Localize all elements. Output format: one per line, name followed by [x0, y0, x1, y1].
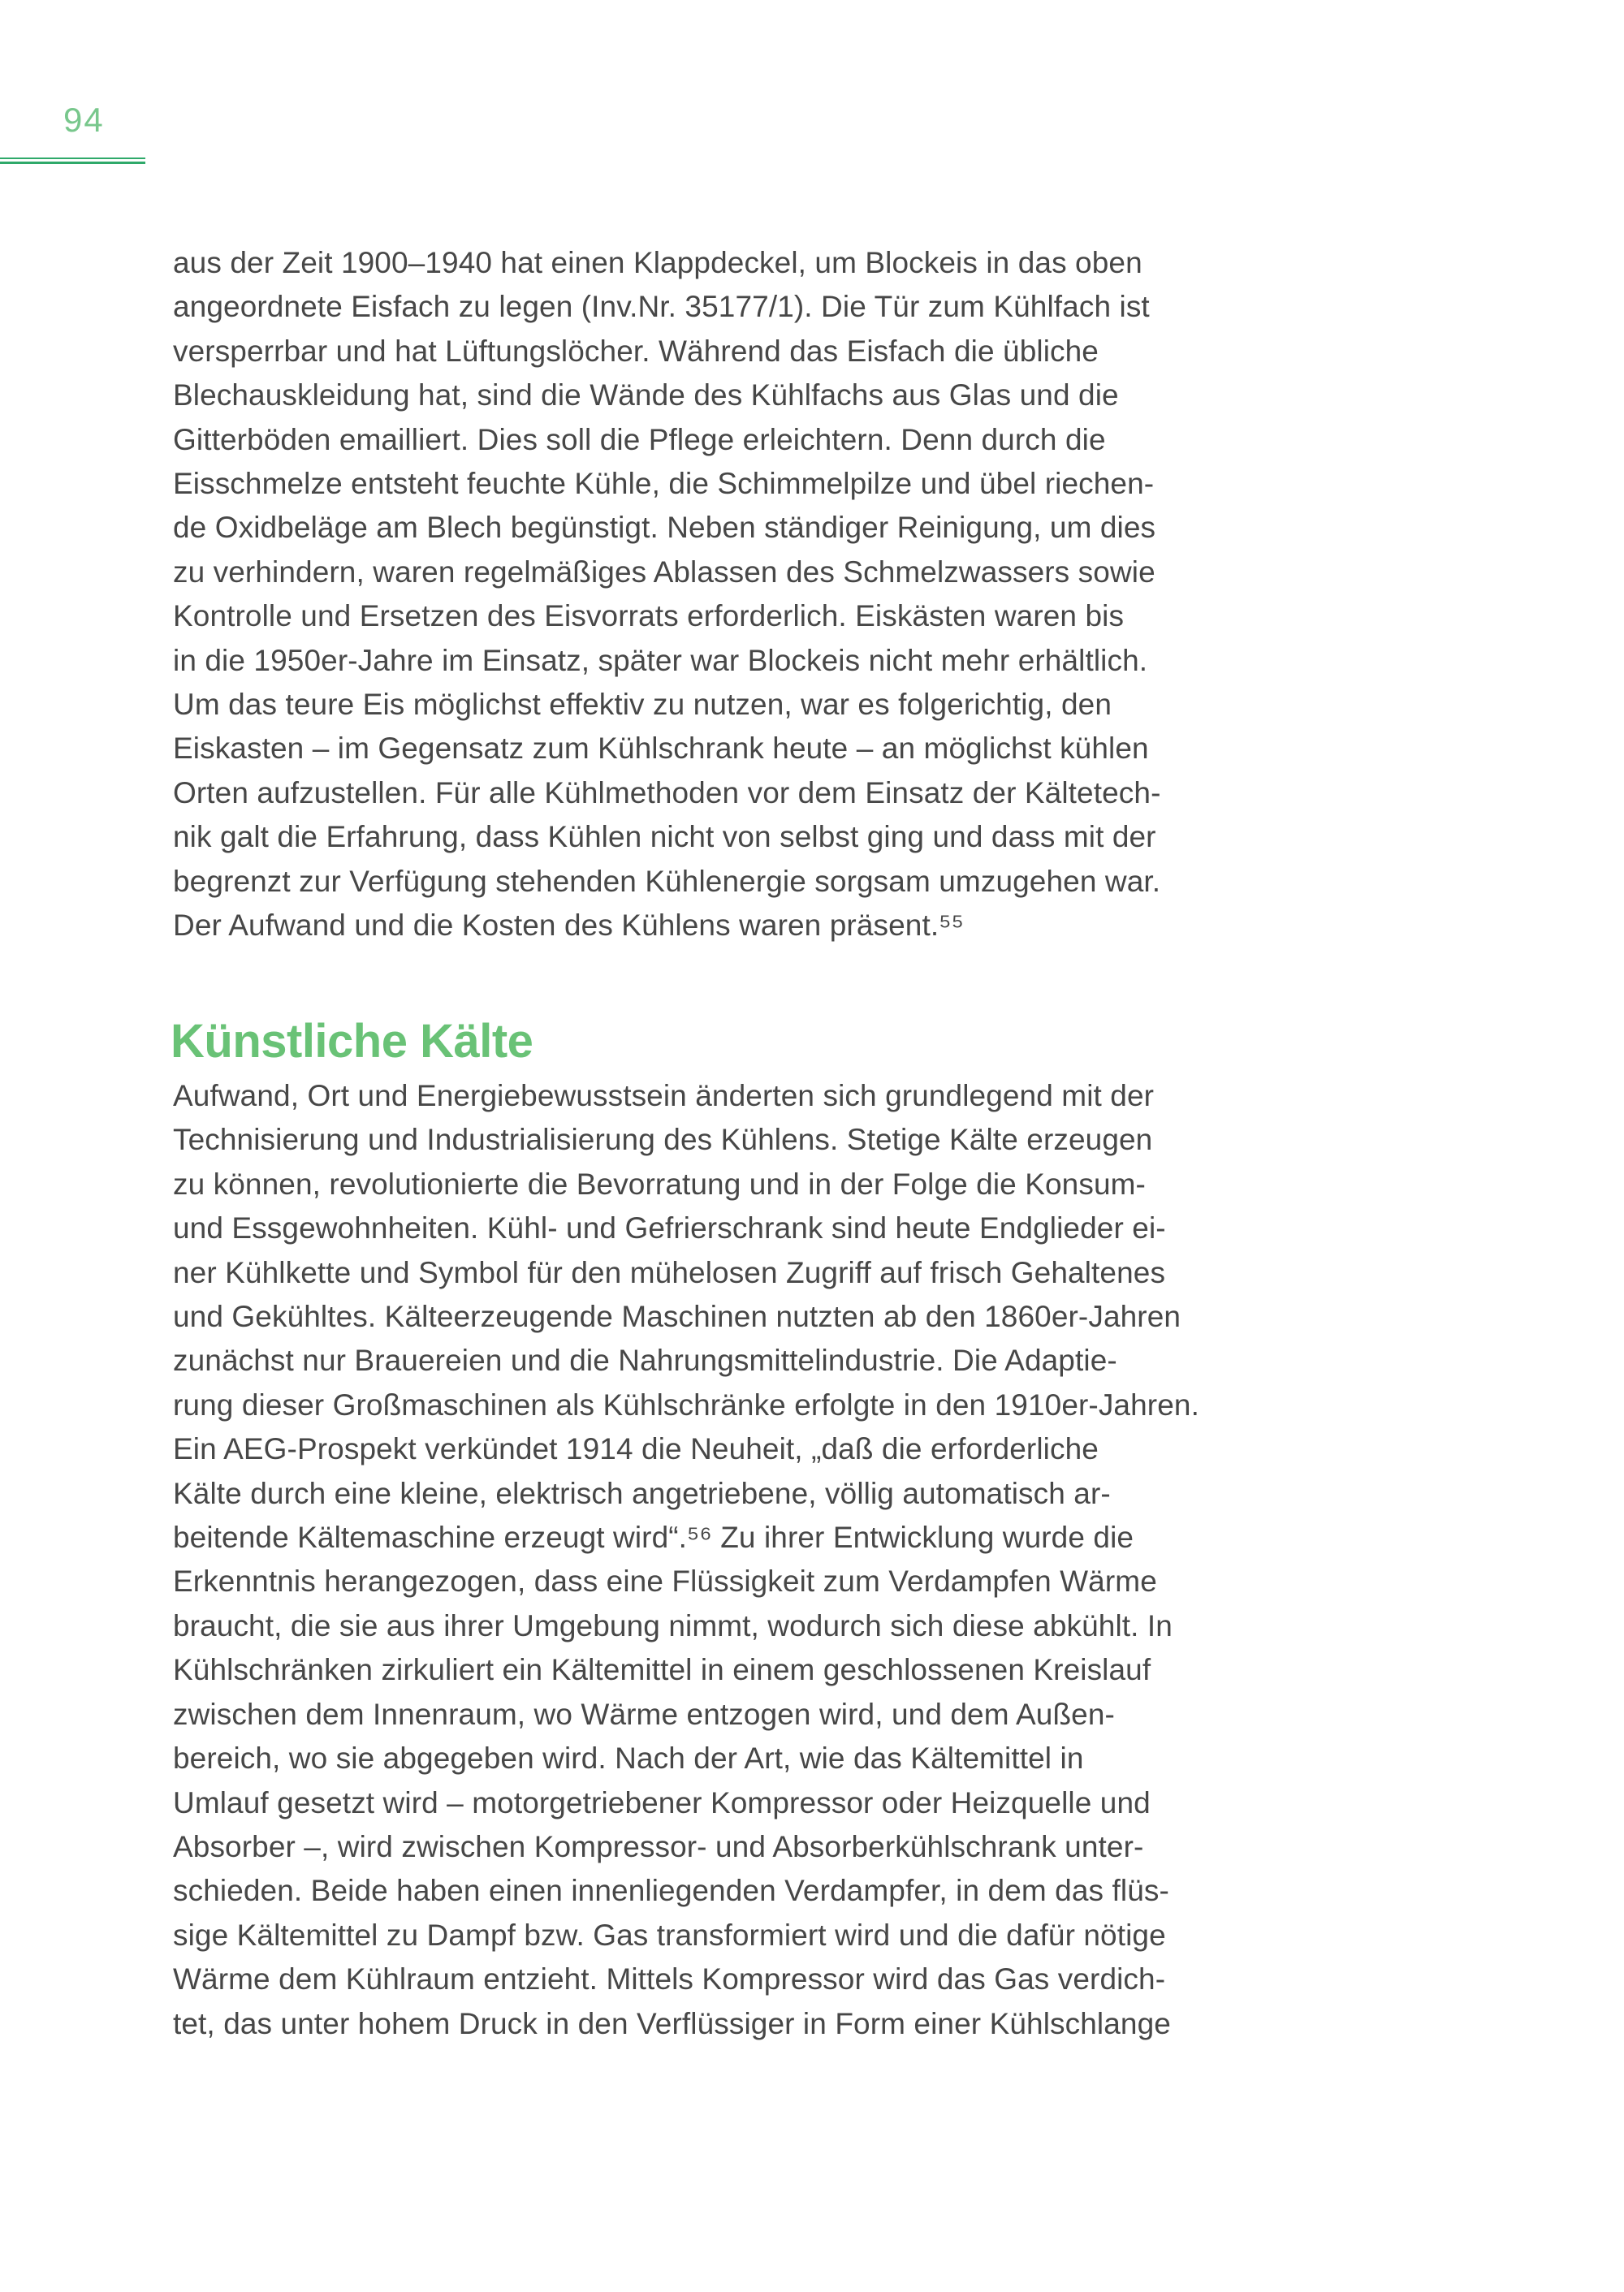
text-line: zunächst nur Brauereien und die Nahrungsmittelindustrie. Die Adaptie- [173, 1344, 1117, 1378]
text-line: Der Aufwand und die Kosten des Kühlens waren präsent.⁵⁵ [173, 909, 965, 943]
section-heading: Künstliche Kälte [171, 1015, 533, 1068]
paragraph-artificial-cold [173, 1074, 1199, 2046]
text-line: Umlauf gesetzt wird – motorgetriebener Kompressor oder Heizquelle und [173, 1785, 1151, 1819]
text-line: Orten aufzustellen. Für alle Kühlmethoden vor dem Einsatz der Kältetech- [173, 775, 1161, 809]
text-line: Technisierung und Industrialisierung des Kühlens. Stetige Kälte erzeugen [173, 1123, 1153, 1157]
text-line: ner Kühlkette und Symbol für den mühelosen Zugriff auf frisch Gehaltenes [173, 1255, 1166, 1289]
text-line: Ein AEG-Prospekt verkündet 1914 die Neuheit, „daß die erforderliche [173, 1432, 1099, 1466]
text-line: Erkenntnis herangezogen, dass eine Flüssigkeit zum Verdampfen Wärme [173, 1565, 1157, 1599]
text-line: Um das teure Eis möglichst effektiv zu nutzen, war es folgerichtig, den [173, 688, 1112, 722]
text-line: in die 1950er-Jahre im Einsatz, später war Blockeis nicht mehr erhältlich. [173, 643, 1148, 677]
text-line: sige Kältemittel zu Dampf bzw. Gas transformiert wird und die dafür nötige [173, 1918, 1166, 1952]
page-number: 94 [63, 101, 105, 139]
text-line: Wärme dem Kühlraum entzieht. Mittels Kompressor wird das Gas verdich- [173, 1962, 1166, 1996]
text-line: braucht, die sie aus ihrer Umgebung nimmt, wodurch sich diese abkühlt. In [173, 1608, 1173, 1642]
text-line: und Gekühltes. Kälteerzeugende Maschinen nutzten ab den 1860er-Jahren [173, 1300, 1181, 1334]
text-line: Kontrolle und Ersetzen des Eisvorrats erforderlich. Eiskästen waren bis [173, 599, 1125, 633]
text-line: Blechauskleidung hat, sind die Wände des Kühlfachs aus Glas und die [173, 378, 1119, 412]
text-line: und Essgewohnheiten. Kühl- und Gefrierschrank sind heute Endglieder ei- [173, 1211, 1166, 1245]
text-line: Eisschmelze entsteht feuchte Kühle, die Schimmelpilze und übel riechen- [173, 467, 1155, 501]
text-line: Absorber –, wird zwischen Kompressor- und Absorberkühlschrank unter- [173, 1829, 1144, 1863]
text-line: de Oxidbeläge am Blech begünstigt. Neben ständiger Reinigung, um dies [173, 511, 1156, 545]
text-line: tet, das unter hohem Druck in den Verflüssiger in Form einer Kühlschlange [173, 2006, 1171, 2040]
text-line: bereich, wo sie abgegeben wird. Nach der Art, wie das Kältemittel in [173, 1742, 1084, 1776]
text-line: rung dieser Großmaschinen als Kühlschränke erfolgte in den 1910er-Jahren. [173, 1388, 1199, 1422]
text-line: angeordnete Eisfach zu legen (Inv.Nr. 35177/1). Die Tür zum Kühlfach ist [173, 290, 1150, 324]
text-line: zu können, revolutionierte die Bevorratung und in der Folge die Konsum- [173, 1167, 1146, 1201]
text-line: nik galt die Erfahrung, dass Kühlen nicht von selbst ging und dass mit der [173, 820, 1156, 854]
paragraph-ice-box [173, 241, 1161, 948]
text-line: Gitterböden emailliert. Dies soll die Pflege erleichtern. Denn durch die [173, 422, 1106, 456]
text-line: schieden. Beide haben einen innenliegenden Verdampfer, in dem das flüs- [173, 1874, 1169, 1908]
text-line: Kälte durch eine kleine, elektrisch angetriebene, völlig automatisch ar- [173, 1476, 1111, 1510]
text-line: beitende Kältemaschine erzeugt wird“.⁵⁶ Zu ihrer Entwicklung wurde die [173, 1521, 1134, 1555]
text-line: begrenzt zur Verfügung stehenden Kühlenergie sorgsam umzugehen war. [173, 864, 1161, 898]
text-line: Aufwand, Ort und Energiebewusstsein änderten sich grundlegend mit der [173, 1079, 1155, 1112]
text-line: Kühlschränken zirkuliert ein Kältemittel in einem geschlossenen Kreislauf [173, 1653, 1151, 1687]
text-line: Eiskasten – im Gegensatz zum Kühlschrank heute – an möglichst kühlen [173, 732, 1149, 766]
text-line: versperrbar und hat Lüftungslöcher. Während das Eisfach die übliche [173, 334, 1099, 368]
text-line: zu verhindern, waren regelmäßiges Ablassen des Schmelzwassers sowie [173, 555, 1155, 589]
text-line: aus der Zeit 1900–1940 hat einen Klappdeckel, um Blockeis in das oben [173, 246, 1142, 279]
header-rule-divider [0, 158, 145, 164]
text-line: zwischen dem Innenraum, wo Wärme entzogen wird, und dem Außen- [173, 1697, 1115, 1731]
